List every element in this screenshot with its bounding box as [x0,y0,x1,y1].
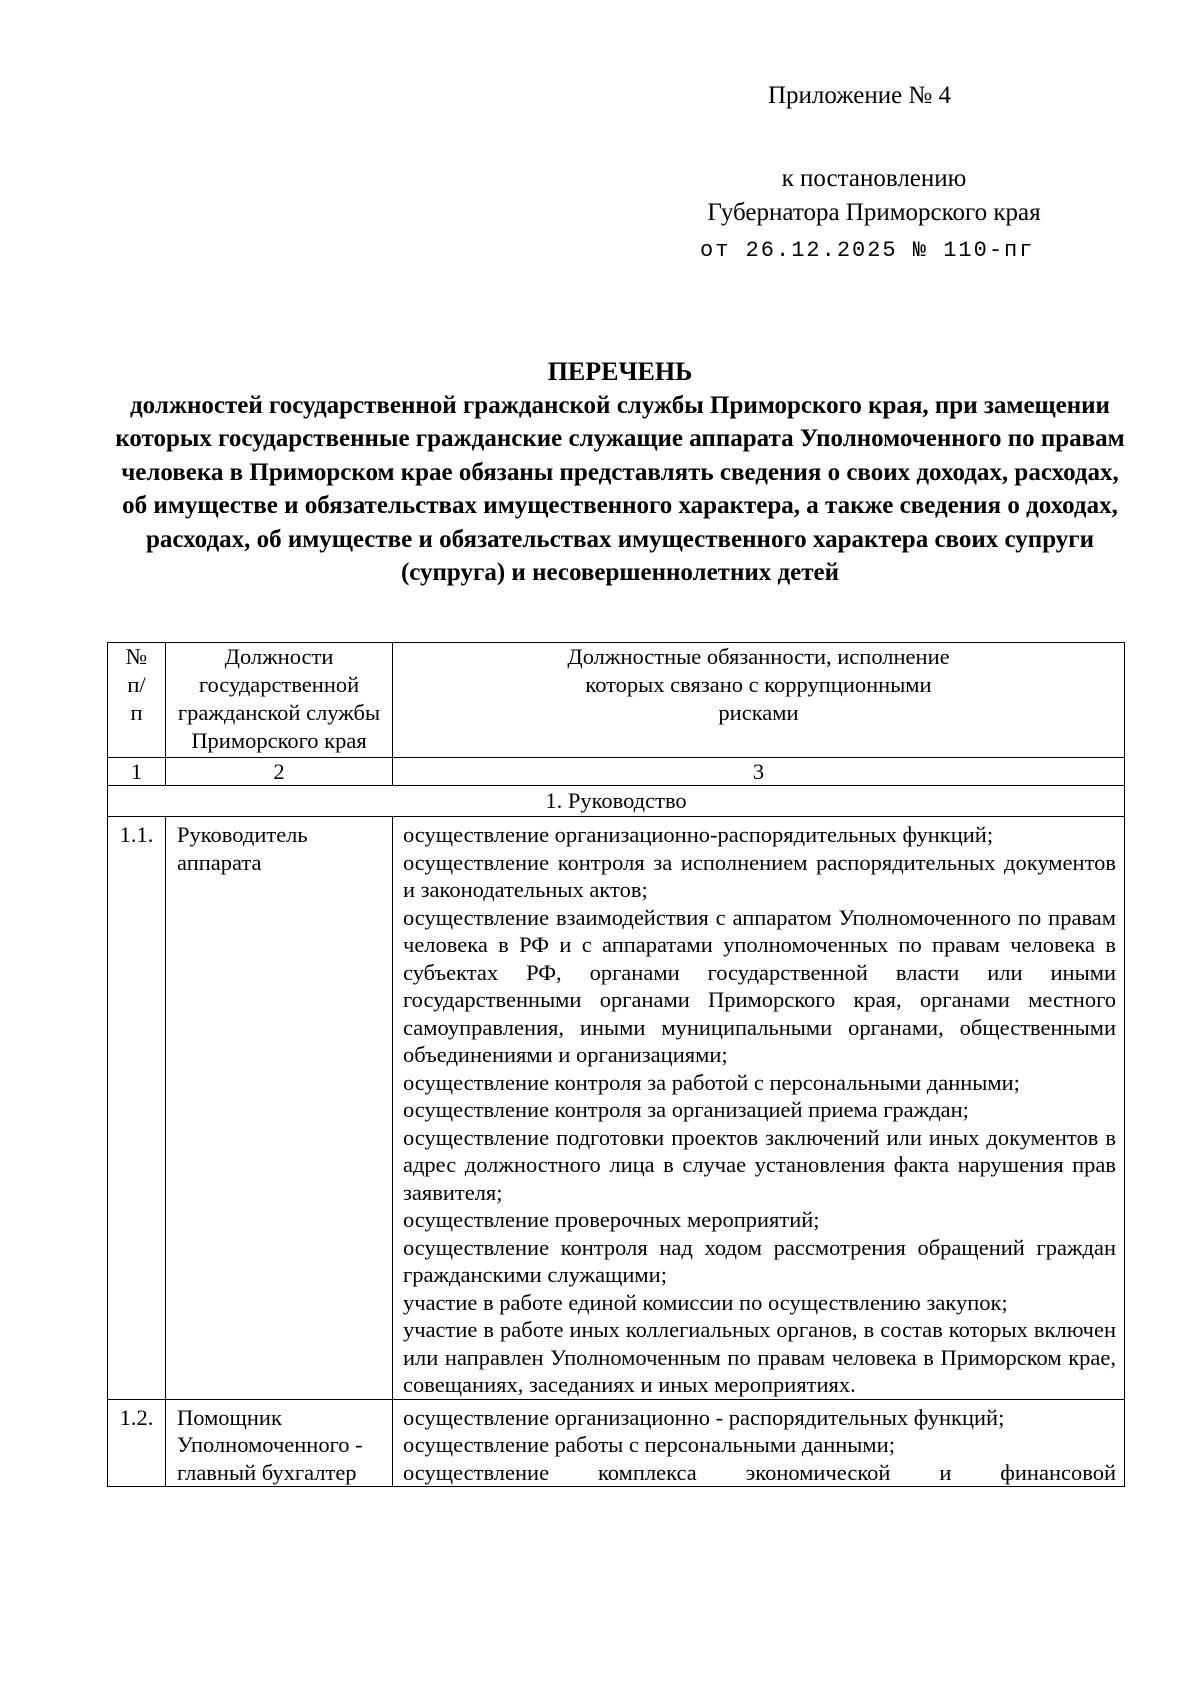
document-title [110,355,1130,590]
duty-item: осуществление подготовки проектов заключений или иных документов в адрес должностного лица в случае установления факта нарушения прав заявителя; [403,1124,1116,1205]
duty-item: осуществление контроля за исполнением распорядительных документов и законодательных актов; [403,849,1116,902]
duty-item: участие в работе единой комиссии по осуществлению закупок; [403,1289,1008,1315]
header-position: Должности государственной гражданской службы Приморского края [166,643,393,758]
column-number: 2 [166,758,393,786]
column-number-row [108,758,1125,786]
duty-item: осуществление контроля над ходом рассмотрения обращений граждан гражданскими служащими; [403,1234,1116,1287]
row-number: 1.1. [108,817,166,1400]
duty-item: осуществление организационно - распорядительных функций; [403,1404,1005,1430]
table-header-row [108,643,1125,758]
decree-line-2: Губернатора Приморского края [707,199,1041,226]
header-duties: Должностные обязанности, исполнение которых связано с коррупционными рисками [393,643,1125,758]
decree-line-1: к постановлению [781,165,967,192]
section-row [108,786,1125,817]
title-heading: ПЕРЕЧЕНЬ [547,357,693,386]
row-duties [393,817,1125,1400]
decree-reference [674,162,1074,230]
table-row [108,817,1125,1400]
duty-item: осуществление контроля за организацией приема граждан; [403,1097,969,1122]
table-row [108,1399,1125,1487]
duty-item: осуществление проверочных мероприятий; [403,1207,820,1232]
row-duties [393,1399,1125,1487]
column-number: 3 [393,758,1125,786]
positions-table [107,642,1125,1487]
title-text: должностей государственной гражданской службы Приморского края, при замещении которых государственные гражданские служащие аппарата Уполномоченного по правам человека в Приморском крае обязаны представлять сведения о своих доходах, расходах, об имуществе и обязательствах имущественного характера, а также сведения о доходах, расходах, об имуществе и обязательствах имущественного характера своих супруги (супруга) и несовершеннолетних детей [115,391,1125,586]
section-title: 1. Руководство [108,786,1125,817]
duty-item: участие в работе иных коллегиальных органов, в состав которых включен или направлен Уполномоченным по правам человека в Приморском крае, совещаниях, заседаниях и иных мероприятиях. [403,1317,1116,1397]
header-number: № п/п [108,643,166,758]
duty-item: осуществление организационно-распорядительных функций; [403,822,994,847]
row-position: Помощник Уполномоченного - главный бухгалтер [166,1399,393,1487]
column-number: 1 [108,758,166,786]
duty-item: осуществление контроля за работой с персональными данными; [403,1069,1020,1095]
duty-item: осуществление взаимодействия с аппаратом Уполномоченного по правам человека в РФ и с аппаратами уполномоченных по правам человека в субъектах РФ, органами государственной власти или иными государственными органами Приморского края, органами местного самоуправления, иными муниципальными органами, общественными объединениями и организациями; [403,904,1116,1067]
row-number: 1.2. [108,1399,166,1487]
duty-item: осуществление работы с персональными данными; [403,1432,895,1457]
appendix-label: Приложение № 4 [768,82,952,109]
duty-item: осуществление комплекса экономической и финансовой [403,1459,1116,1485]
row-position: Руководитель аппарата [166,817,393,1400]
decree-date: от 26.12.2025 № 110-пг [700,238,1035,263]
